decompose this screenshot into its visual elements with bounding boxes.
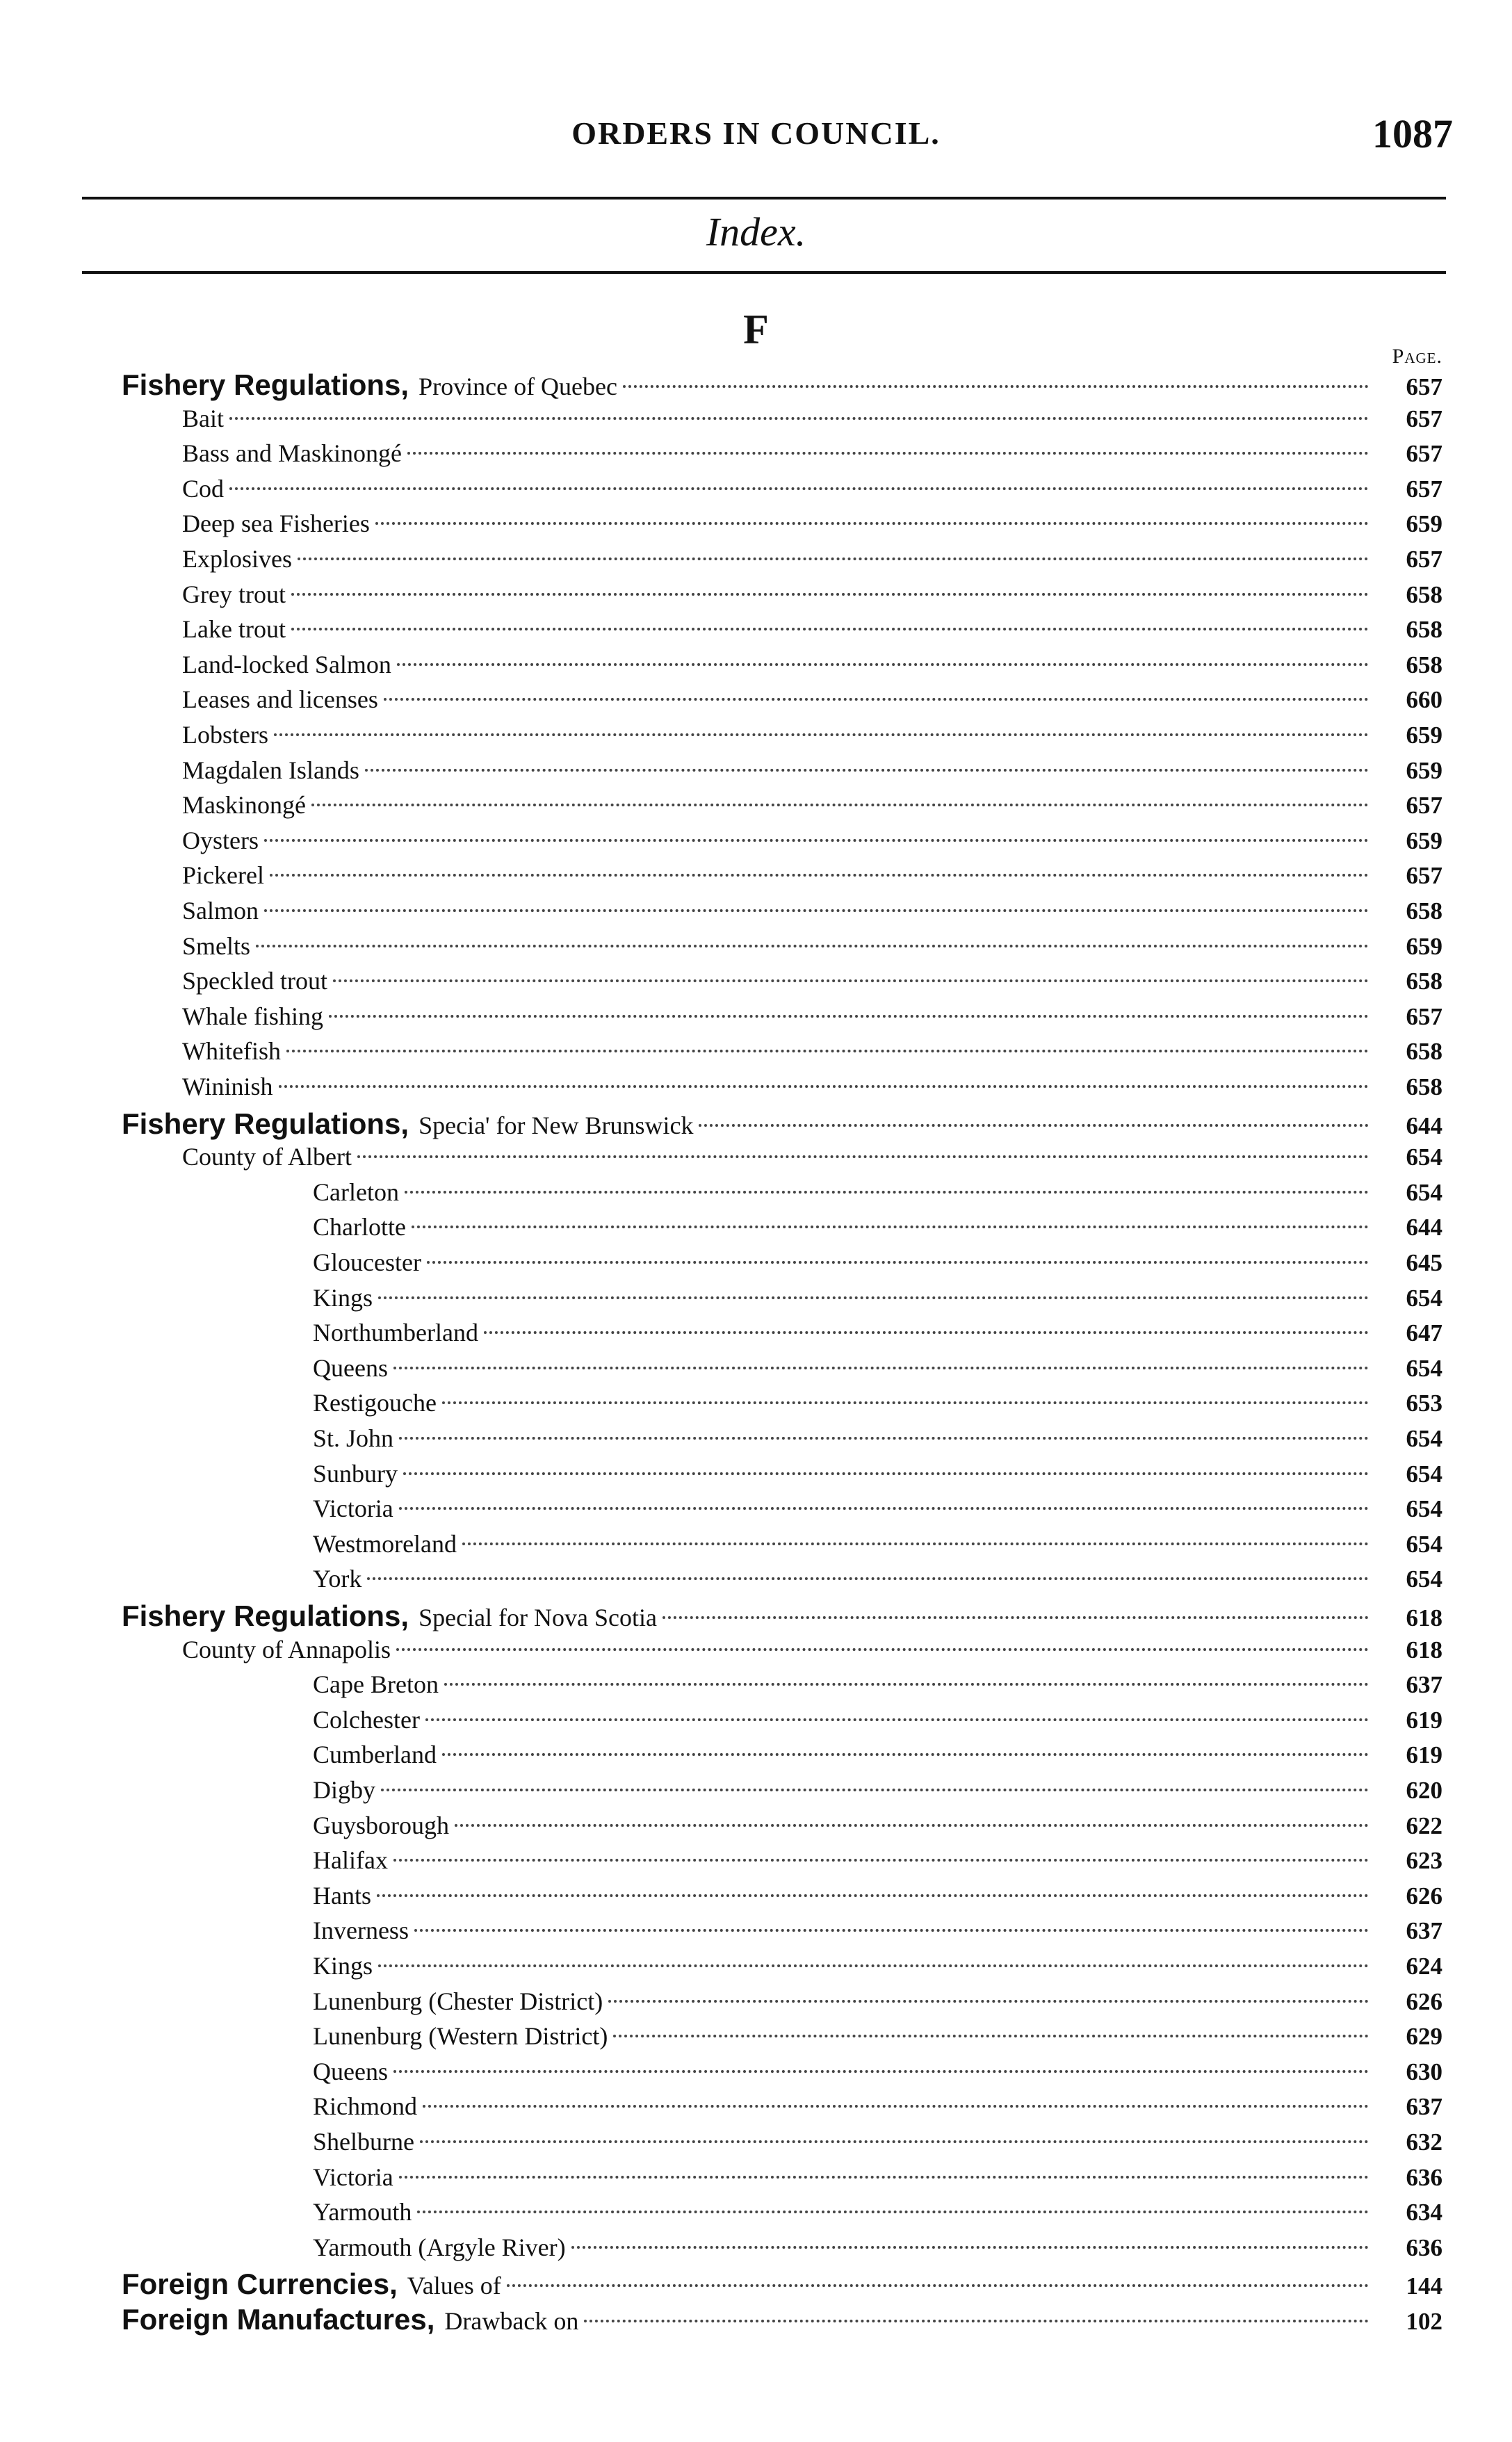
dot-leader: [423, 2105, 1369, 2108]
entry-label: [122, 2303, 578, 2336]
dot-leader: [357, 1155, 1369, 1158]
dot-leader: [584, 2320, 1369, 2322]
index-entry: [182, 826, 1442, 861]
top-rule: [82, 197, 1446, 200]
entry-text: Drawback on: [444, 2307, 579, 2335]
entry-label: [182, 720, 268, 750]
dot-leader: [329, 1015, 1369, 1018]
dot-leader: [377, 1894, 1369, 1897]
index-entry: [182, 404, 1442, 439]
bottom-rule: [82, 271, 1446, 274]
entry-text: Shelburne: [313, 2128, 414, 2156]
index-entry: [313, 1283, 1442, 1318]
entry-label: [182, 439, 402, 469]
entry-label: [313, 1212, 406, 1242]
entry-text: Land-locked Salmon: [182, 651, 391, 678]
entry-text: Bait: [182, 405, 224, 432]
dot-leader: [455, 1824, 1369, 1827]
index-entry: [182, 1002, 1442, 1036]
entry-text: Magdalen Islands: [182, 756, 359, 784]
dot-leader: [378, 1964, 1369, 1967]
entry-page-number: 657: [1406, 546, 1442, 573]
entry-page-number: 619: [1406, 1707, 1442, 1734]
entry-label: [313, 1881, 371, 1911]
entry-label: [182, 685, 378, 715]
entry-label: [313, 1775, 375, 1805]
dot-leader: [393, 1367, 1369, 1369]
index-heading-entry: [122, 2303, 1442, 2338]
entry-text: Queens: [313, 2058, 388, 2085]
entry-label: [313, 1564, 361, 1594]
entry-text: Lunenburg (Chester District): [313, 1987, 603, 2015]
entry-page-number: 658: [1406, 581, 1442, 608]
dot-leader: [270, 874, 1369, 877]
entry-label: [182, 896, 259, 926]
entry-text: Lobsters: [182, 721, 268, 749]
entry-page-number: 654: [1406, 1495, 1442, 1522]
entry-label: [313, 1670, 439, 1700]
dot-leader: [229, 417, 1369, 420]
entry-label: [313, 1494, 393, 1524]
entry-label: [122, 1599, 657, 1633]
index-entry: [313, 1564, 1442, 1599]
entry-text: Lunenburg (Western District): [313, 2022, 608, 2050]
entry-label: [122, 2268, 501, 2301]
index-entry: [182, 1635, 1442, 1670]
index-entry: [313, 1846, 1442, 1880]
entry-page-number: 629: [1406, 2023, 1442, 2050]
entry-page-number: 102: [1406, 2308, 1442, 2335]
entry-text: Lake trout: [182, 615, 286, 643]
entry-text: Gloucester: [313, 1248, 421, 1276]
index-entry: [313, 2021, 1442, 2056]
entry-label: [313, 2197, 412, 2227]
index-entry: [313, 1459, 1442, 1494]
dot-leader: [399, 2176, 1369, 2179]
index-entry: [313, 2197, 1442, 2232]
running-head: [0, 111, 1512, 163]
entry-heading: Fishery Regulations,: [122, 368, 409, 401]
entry-text: Bass and Maskinongé: [182, 439, 402, 467]
entry-label: [313, 1283, 373, 1313]
index-entry: [313, 1916, 1442, 1951]
entry-page-number: 636: [1406, 2164, 1442, 2191]
entry-page-number: 657: [1406, 792, 1442, 819]
entry-text: York: [313, 1565, 362, 1593]
entry-page-number: 637: [1406, 2093, 1442, 2120]
dot-leader: [393, 1859, 1369, 1862]
dot-leader: [462, 1542, 1369, 1545]
entry-label: [182, 650, 391, 680]
entry-page-number: 654: [1406, 1143, 1442, 1171]
index-heading-entry: [122, 368, 1442, 403]
index-entry: [313, 1212, 1442, 1247]
entry-label: [182, 509, 370, 539]
entry-page-number: 654: [1406, 1285, 1442, 1312]
index-entry: [313, 1494, 1442, 1529]
entry-page-number: 645: [1406, 1249, 1442, 1276]
dot-leader: [291, 593, 1369, 596]
entry-text: Yarmouth: [313, 2198, 412, 2226]
index-entry: [313, 1248, 1442, 1283]
entry-text: Maskinongé: [182, 791, 306, 819]
entry-label: [182, 861, 264, 890]
index-entry: [313, 2127, 1442, 2162]
entry-page-number: 618: [1406, 1604, 1442, 1631]
entry-page-number: 658: [1406, 968, 1442, 995]
dot-leader: [608, 2000, 1369, 2003]
entry-text: Inverness: [313, 1916, 409, 1944]
entry-page-number: 654: [1406, 1179, 1442, 1206]
entry-label: [313, 1424, 393, 1454]
entry-text: Whale fishing: [182, 1002, 323, 1030]
entry-heading: Foreign Currencies,: [122, 2268, 398, 2300]
entry-label: [313, 2057, 388, 2087]
entry-text: Carleton: [313, 1178, 399, 1206]
entry-text: Richmond: [313, 2092, 417, 2120]
entry-label: [182, 474, 224, 504]
entry-page-number: 636: [1406, 2234, 1442, 2261]
index-entry: [313, 1811, 1442, 1846]
entry-page-number: 654: [1406, 1425, 1442, 1452]
entry-label: [313, 2092, 417, 2122]
entry-page-number: 660: [1406, 686, 1442, 713]
entry-label: [313, 1811, 449, 1841]
entry-text: Pickerel: [182, 861, 264, 889]
dot-leader: [333, 979, 1369, 982]
index-entry: [313, 2233, 1442, 2268]
entry-label: [122, 1107, 693, 1141]
entry-label: [182, 931, 250, 961]
entry-page-number: 653: [1406, 1390, 1442, 1417]
dot-leader: [420, 2140, 1369, 2143]
entry-page-number: 657: [1406, 440, 1442, 467]
entry-text: Cumberland: [313, 1741, 437, 1768]
index-entry: [182, 614, 1442, 649]
entry-label: [313, 1459, 398, 1489]
entry-page-number: 658: [1406, 1038, 1442, 1065]
index-entry: [182, 720, 1442, 755]
dot-leader: [291, 628, 1369, 630]
entry-text: Northumberland: [313, 1319, 478, 1346]
entry-label: [313, 1951, 373, 1981]
dot-leader: [393, 2070, 1369, 2073]
dot-leader: [229, 487, 1369, 490]
entry-text: Queens: [313, 1354, 388, 1382]
entry-text: Kings: [313, 1284, 373, 1312]
entry-label: [313, 1178, 399, 1207]
entry-page-number: 654: [1406, 1531, 1442, 1558]
entry-text: Yarmouth (Argyle River): [313, 2233, 566, 2261]
entry-page-number: 657: [1406, 1003, 1442, 1030]
entry-page-number: 618: [1406, 1636, 1442, 1663]
index-entry: [182, 650, 1442, 685]
dot-leader: [484, 1331, 1369, 1334]
entry-text: Special for Nova Scotia: [418, 1604, 657, 1631]
entry-label: [182, 1002, 323, 1032]
entry-label: [182, 826, 259, 856]
entry-label: [313, 1705, 420, 1735]
entry-text: Explosives: [182, 545, 292, 573]
running-title: ORDERS IN COUNCIL.: [571, 115, 941, 151]
entry-page-number: 659: [1406, 933, 1442, 960]
dot-leader: [311, 804, 1369, 806]
index-title: Index.: [706, 209, 806, 254]
index-entry: [313, 1178, 1442, 1212]
index-entry: [313, 2057, 1442, 2092]
entry-label: [313, 1353, 388, 1383]
entry-page-number: 624: [1406, 1953, 1442, 1980]
entry-page-number: 657: [1406, 405, 1442, 432]
dot-leader: [405, 1191, 1369, 1194]
entry-label: [182, 966, 327, 996]
entry-label: [313, 1388, 437, 1418]
entry-page-number: 619: [1406, 1741, 1442, 1768]
entry-heading: Fishery Regulations,: [122, 1107, 409, 1140]
index-entry: [313, 1388, 1442, 1423]
entry-page-number: 634: [1406, 2199, 1442, 2226]
entry-page-number: 622: [1406, 1812, 1442, 1839]
entry-label: [122, 368, 617, 402]
index-entry: [182, 685, 1442, 719]
entry-text: Values of: [407, 2272, 501, 2299]
entry-label: [182, 1036, 281, 1066]
entry-text: Whitefish: [182, 1037, 281, 1065]
dot-leader: [425, 1718, 1369, 1721]
entry-label: [313, 2127, 414, 2157]
index-entry: [313, 1881, 1442, 1916]
entry-label: [313, 2233, 566, 2263]
index-entry: [313, 2092, 1442, 2126]
entry-label: [313, 1916, 409, 1946]
index-entry: [182, 474, 1442, 509]
entry-text: Restigouche: [313, 1389, 437, 1417]
dot-leader: [571, 2246, 1369, 2249]
entry-page-number: 644: [1406, 1214, 1442, 1241]
entry-text: Hants: [313, 1882, 371, 1910]
entry-label: [313, 1318, 478, 1348]
index-entry: [182, 966, 1442, 1001]
entry-text: County of Albert: [182, 1143, 352, 1171]
dot-leader: [375, 522, 1369, 525]
entry-page-number: 659: [1406, 510, 1442, 537]
dot-leader: [367, 1577, 1369, 1580]
index-entry: [182, 509, 1442, 544]
index-entry: [182, 790, 1442, 825]
entry-page-number: 657: [1406, 862, 1442, 889]
entry-page-number: 658: [1406, 1073, 1442, 1100]
entry-label: [313, 1846, 388, 1875]
index-entry: [182, 1072, 1442, 1107]
dot-leader: [412, 1226, 1369, 1228]
entry-text: Deep sea Fisheries: [182, 510, 370, 537]
entry-page-number: 626: [1406, 1988, 1442, 2015]
entry-page-number: 659: [1406, 827, 1442, 854]
index-entry: [313, 1987, 1442, 2021]
dot-leader: [623, 385, 1369, 388]
entry-page-number: 647: [1406, 1319, 1442, 1346]
entry-text: Leases and licenses: [182, 685, 378, 713]
index-entry: [313, 1353, 1442, 1388]
dot-leader: [399, 1437, 1369, 1440]
entry-text: Grey trout: [182, 580, 286, 608]
entry-page-number: 657: [1406, 475, 1442, 503]
entry-heading: Foreign Manufactures,: [122, 2303, 435, 2336]
dot-leader: [403, 1472, 1369, 1475]
index-heading-entry: [122, 1107, 1442, 1142]
entry-text: Speckled trout: [182, 967, 327, 995]
entry-text: Westmoreland: [313, 1530, 457, 1558]
entry-label: [182, 1142, 352, 1172]
entry-text: Oysters: [182, 827, 259, 854]
entry-text: Victoria: [313, 1495, 393, 1522]
entry-page-number: 144: [1406, 2272, 1442, 2299]
index-entry: [313, 2163, 1442, 2197]
dot-leader: [613, 2035, 1369, 2037]
entry-text: Cape Breton: [313, 1670, 439, 1698]
entry-page-number: 630: [1406, 2058, 1442, 2085]
entry-label: [182, 614, 286, 644]
dot-leader: [256, 945, 1369, 947]
entry-page-number: 654: [1406, 1565, 1442, 1593]
entry-text: Digby: [313, 1776, 375, 1804]
entry-text: Salmon: [182, 897, 259, 925]
index-entry: [182, 544, 1442, 579]
entry-label: [182, 1072, 273, 1102]
entry-text: Specia' for New Brunswick: [418, 1112, 694, 1139]
dot-leader: [378, 1296, 1369, 1299]
dot-leader: [662, 1616, 1369, 1619]
entry-text: Victoria: [313, 2163, 393, 2191]
dot-leader: [264, 839, 1369, 842]
index-heading-entry: [122, 2268, 1442, 2302]
index-entry: [182, 1142, 1442, 1177]
page-column-label: Page.: [1392, 345, 1442, 368]
entry-text: Kings: [313, 1952, 373, 1980]
dot-leader: [298, 557, 1369, 560]
entry-page-number: 632: [1406, 2128, 1442, 2156]
dot-leader: [396, 1648, 1369, 1651]
index-entry: [313, 1740, 1442, 1775]
dot-leader: [699, 1124, 1369, 1127]
index-entry: [182, 756, 1442, 790]
entry-label: [182, 790, 306, 820]
entry-page-number: 654: [1406, 1355, 1442, 1382]
entry-page-number: 657: [1406, 373, 1442, 400]
entry-page-number: 659: [1406, 722, 1442, 749]
entry-text: Cod: [182, 475, 225, 503]
dot-leader: [381, 1789, 1369, 1791]
entry-page-number: 658: [1406, 616, 1442, 643]
entry-label: [182, 404, 224, 434]
entry-text: Sunbury: [313, 1460, 398, 1488]
entry-page-number: 659: [1406, 757, 1442, 784]
dot-leader: [399, 1507, 1369, 1510]
index-entry: [182, 580, 1442, 614]
entry-text: Charlotte: [313, 1213, 406, 1241]
index-entry: [182, 1036, 1442, 1071]
index-entry: [182, 931, 1442, 966]
entry-text: Colchester: [313, 1706, 420, 1734]
dot-leader: [414, 1929, 1369, 1932]
entry-text: Wininish: [182, 1073, 273, 1100]
entry-page-number: 637: [1406, 1917, 1442, 1944]
index-entry: [313, 1529, 1442, 1564]
dot-leader: [407, 452, 1369, 455]
entry-text: St. John: [313, 1424, 394, 1452]
index-entry: [313, 1775, 1442, 1810]
entry-label: [182, 580, 286, 610]
entry-text: Halifax: [313, 1846, 388, 1874]
index-entry: [182, 896, 1442, 931]
dot-leader: [507, 2284, 1369, 2287]
dot-leader: [365, 769, 1369, 772]
entry-page-number: 637: [1406, 1671, 1442, 1698]
dot-leader: [444, 1683, 1369, 1686]
entry-text: County of Annapolis: [182, 1636, 391, 1663]
index-entry: [313, 1670, 1442, 1704]
dot-leader: [417, 2211, 1369, 2213]
entry-label: [313, 1248, 421, 1278]
section-letter: F: [743, 307, 769, 352]
entry-text: Guysborough: [313, 1812, 449, 1839]
entry-page-number: 658: [1406, 651, 1442, 678]
entry-label: [182, 756, 359, 785]
page-number: 1087: [1372, 111, 1453, 156]
entry-label: [182, 1635, 391, 1665]
dot-leader: [397, 663, 1369, 666]
dot-leader: [427, 1261, 1369, 1264]
entry-page-number: 654: [1406, 1460, 1442, 1488]
dot-leader: [279, 1085, 1369, 1088]
dot-leader: [442, 1753, 1369, 1756]
entry-label: [313, 2163, 393, 2192]
index-entry: [313, 1318, 1442, 1353]
index-entry: [313, 1951, 1442, 1986]
dot-leader: [442, 1401, 1369, 1404]
index-entry: [182, 861, 1442, 895]
entry-text: Province of Quebec: [418, 373, 617, 400]
index-entry: [182, 439, 1442, 473]
dot-leader: [384, 698, 1369, 701]
dot-leader: [286, 1050, 1369, 1052]
entry-page-number: 623: [1406, 1847, 1442, 1874]
entry-label: [313, 2021, 608, 2051]
index-entry: [313, 1424, 1442, 1458]
entry-page-number: 658: [1406, 897, 1442, 925]
dot-leader: [274, 733, 1369, 736]
entry-label: [313, 1740, 437, 1770]
entry-page-number: 626: [1406, 1882, 1442, 1910]
index-heading-entry: [122, 1599, 1442, 1634]
dot-leader: [264, 909, 1369, 912]
entry-label: [313, 1987, 603, 2017]
index-entry: [313, 1705, 1442, 1740]
entry-text: Smelts: [182, 932, 251, 960]
entry-label: [313, 1529, 457, 1559]
entry-page-number: 644: [1406, 1112, 1442, 1139]
entry-heading: Fishery Regulations,: [122, 1599, 409, 1632]
entry-page-number: 620: [1406, 1777, 1442, 1804]
entry-label: [182, 544, 292, 574]
